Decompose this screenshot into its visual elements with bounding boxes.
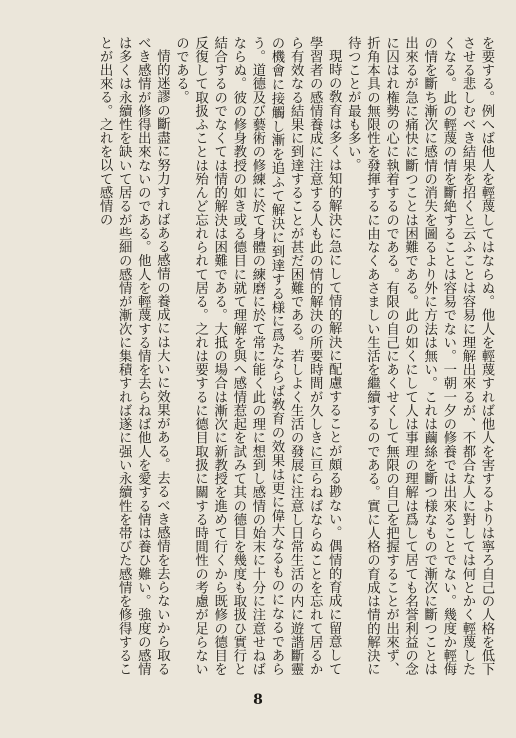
paragraph-1: を要する。例へば他人を輕蔑してはならぬ。他人を輕蔑すれば他人を害するよりは寧ろ自己の人格を低下させる悲しむべき結果を招くと云ふことは容易に理解出來るが、不都合な人に對しては何とかく輕蔑したくなる。此の輕蔑の情を斷絶することは容易でない。一朝一夕の修養では出來ることでない。幾度か輕侮の情を斷ち漸次に感情の消失を圖るより外に方法は無い。これは繭絲を斷つ様なもので漸次に斷つことは出來るが急に痛快に斷つことは困難である。此の如くにして人は事理の理解は爲して居ても名誉利益の念に囚はれ権勢の心に執着するのである。有限の自己にあくせくして無限の自己を把握することが出來ず、折角本具の無限性を發揮するに由なくあさましい生活を繼續するのである。實に人格の育成は情的解決に待つことが最も多い。 bbox=[345, 36, 494, 676]
body-text bbox=[20, 36, 496, 676]
paragraph-3: 情的迷謬の斷盡に努力すればある感情の養成には大いに效果がある。去るべき感情を去らないから取るべき感情が修得出來ないのである。他人を輕蔑する情を去らねば他人を愛する情は養ひ難い。強度の感情は多くは永續性を缺いて居るが些細の感情が漸次に集積すれば遂に强い永續性を帯びた感情を修得することが出來る。之れを以て感情の bbox=[97, 36, 170, 676]
page-number: 8 bbox=[253, 692, 263, 708]
paragraph-2: 現時の敎育は多くは知的解決に急にして情的解決に配慮することが頗る尠ない。偶情的育成に留意して學習者の感情養成に注意する人も此の情的解決の所要時間が久しきに亘らねばならぬことを忘れて居るから有效なる結果に到達することが甚だ困難である。若しよく生活の發展に注意し日常生活の内に遊諧斷靈の機會に接觸し漸を追ふて解決に到達する様に爲たならば敎育の效果は更に偉大なるものになるであらう。道德及び藝術の修練に於て身體の練磨に於て常に能く此の理に想到し感情の始末に十分に注意せねばならぬ。彼の修身教授の如き或る德目に就て理解を與へ感情惹起を試みて其の德目を幾度も取扱ひ實行と結合するのでなくては情的解決は困難である。大抵の場合は漸次に新教授を進めて行くから既修の德目を反復して取扱ふことは殆んど忘れられて居る。之れは要するに德目取扱に關する時間性の考慮が足らないのである。 bbox=[173, 36, 342, 676]
